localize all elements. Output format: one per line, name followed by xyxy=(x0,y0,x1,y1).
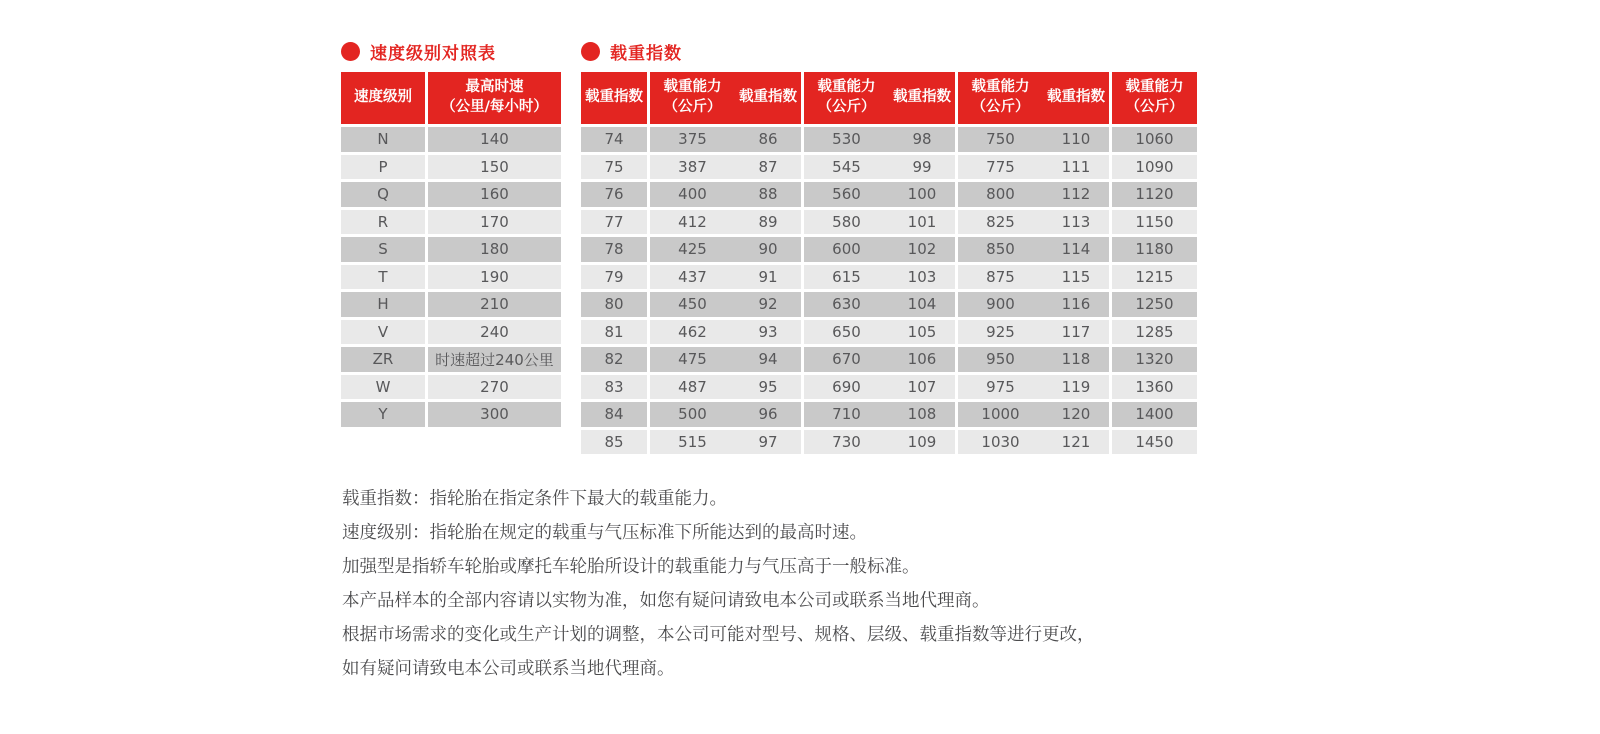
table-cell: 487 xyxy=(650,375,735,400)
table-cell: 111 xyxy=(1043,155,1109,180)
load-index-column-header: 载重指数 xyxy=(889,72,955,124)
table-cell: 750 xyxy=(958,127,1043,152)
table-cell: 450 xyxy=(650,292,735,317)
table-cell: H xyxy=(341,292,425,317)
table-row xyxy=(1043,265,1197,290)
table-cell: 112 xyxy=(1043,182,1109,207)
table-cell: 615 xyxy=(804,265,889,290)
load-table-header-row xyxy=(581,72,735,124)
table-row xyxy=(341,210,561,235)
table-row xyxy=(341,265,561,290)
table-cell: W xyxy=(341,375,425,400)
table-cell: 80 xyxy=(581,292,647,317)
table-cell: 1180 xyxy=(1112,237,1197,262)
table-cell: 102 xyxy=(889,237,955,262)
load-index-column-header: 载重指数 xyxy=(735,72,801,124)
table-cell: 975 xyxy=(958,375,1043,400)
speed-table-header-row xyxy=(341,72,561,124)
table-cell: 925 xyxy=(958,320,1043,345)
table-cell: 240 xyxy=(428,320,561,345)
table-row xyxy=(889,155,1043,180)
load-capacity-column-header: 载重能力 （公斤） xyxy=(958,72,1043,124)
table-cell: 170 xyxy=(428,210,561,235)
table-row xyxy=(581,265,735,290)
table-row xyxy=(581,182,735,207)
table-cell: ZR xyxy=(341,347,425,372)
load-index-table-group-2 xyxy=(732,69,892,457)
table-cell: 515 xyxy=(650,430,735,455)
table-row xyxy=(1043,347,1197,372)
table-row xyxy=(581,320,735,345)
note-line: 速度级别：指轮胎在规定的载重与气压标准下所能达到的最高时速。 xyxy=(342,523,867,543)
table-cell: 190 xyxy=(428,265,561,290)
table-cell: 91 xyxy=(735,265,801,290)
table-cell: 1090 xyxy=(1112,155,1197,180)
table-row xyxy=(1043,155,1197,180)
table-cell: 81 xyxy=(581,320,647,345)
table-cell: 104 xyxy=(889,292,955,317)
table-row xyxy=(735,127,889,152)
table-cell: 97 xyxy=(735,430,801,455)
table-row xyxy=(889,210,1043,235)
table-row xyxy=(889,182,1043,207)
table-cell: 77 xyxy=(581,210,647,235)
table-cell: 116 xyxy=(1043,292,1109,317)
table-row xyxy=(581,292,735,317)
table-cell: 210 xyxy=(428,292,561,317)
table-cell: 462 xyxy=(650,320,735,345)
table-row xyxy=(889,430,1043,455)
table-row xyxy=(889,237,1043,262)
table-cell: 825 xyxy=(958,210,1043,235)
speed-table-body xyxy=(341,127,561,427)
table-cell: 93 xyxy=(735,320,801,345)
table-cell: 630 xyxy=(804,292,889,317)
note-line: 本产品样本的全部内容请以实物为准，如您有疑问请致电本公司或联系当地代理商。 xyxy=(342,591,990,611)
table-row xyxy=(341,402,561,427)
table-row xyxy=(735,347,889,372)
table-cell: 119 xyxy=(1043,375,1109,400)
table-cell: 110 xyxy=(1043,127,1109,152)
table-row xyxy=(889,347,1043,372)
load-table-body-4 xyxy=(1043,127,1197,454)
table-cell: 84 xyxy=(581,402,647,427)
table-row xyxy=(581,402,735,427)
table-cell: 88 xyxy=(735,182,801,207)
note-line: 载重指数：指轮胎在指定条件下最大的载重能力。 xyxy=(342,489,727,509)
load-index-table-container xyxy=(581,72,1197,454)
table-row xyxy=(581,155,735,180)
red-dot-icon xyxy=(341,42,360,61)
table-cell: 121 xyxy=(1043,430,1109,455)
table-row xyxy=(341,182,561,207)
table-cell: 1360 xyxy=(1112,375,1197,400)
table-cell: 113 xyxy=(1043,210,1109,235)
table-cell: 425 xyxy=(650,237,735,262)
table-cell: 270 xyxy=(428,375,561,400)
table-cell: 114 xyxy=(1043,237,1109,262)
note-line: 如有疑问请致电本公司或联系当地代理商。 xyxy=(342,659,675,679)
note-line: 根据市场需求的变化或生产计划的调整，本公司可能对型号、规格、层级、载重指数等进行更改， xyxy=(342,625,1095,645)
table-row xyxy=(1043,127,1197,152)
table-cell: N xyxy=(341,127,425,152)
table-cell: 117 xyxy=(1043,320,1109,345)
load-table-body-1 xyxy=(581,127,735,454)
table-row xyxy=(1043,210,1197,235)
table-row xyxy=(581,127,735,152)
table-cell: 850 xyxy=(958,237,1043,262)
table-row xyxy=(581,430,735,455)
footnotes xyxy=(342,482,1242,686)
table-cell: 600 xyxy=(804,237,889,262)
table-cell: P xyxy=(341,155,425,180)
table-row xyxy=(341,237,561,262)
table-cell: 82 xyxy=(581,347,647,372)
table-cell: 79 xyxy=(581,265,647,290)
table-row xyxy=(341,375,561,400)
table-cell: 105 xyxy=(889,320,955,345)
load-table-header-row xyxy=(1043,72,1197,124)
table-cell: 94 xyxy=(735,347,801,372)
table-row xyxy=(1043,292,1197,317)
load-table-body-3 xyxy=(889,127,1043,454)
table-cell: 109 xyxy=(889,430,955,455)
table-cell: 120 xyxy=(1043,402,1109,427)
table-cell: 775 xyxy=(958,155,1043,180)
table-cell: 437 xyxy=(650,265,735,290)
load-index-column-header: 载重指数 xyxy=(1043,72,1109,124)
table-cell: 95 xyxy=(735,375,801,400)
table-cell: 75 xyxy=(581,155,647,180)
table-cell: 99 xyxy=(889,155,955,180)
table-cell: 580 xyxy=(804,210,889,235)
table-cell: 76 xyxy=(581,182,647,207)
table-cell: 1450 xyxy=(1112,430,1197,455)
table-row xyxy=(735,402,889,427)
table-cell: 103 xyxy=(889,265,955,290)
table-row xyxy=(581,237,735,262)
load-index-table-group-4 xyxy=(1040,69,1200,457)
table-cell: 1000 xyxy=(958,402,1043,427)
table-row xyxy=(735,292,889,317)
table-row xyxy=(735,237,889,262)
table-cell: 140 xyxy=(428,127,561,152)
load-table-header-row xyxy=(889,72,1043,124)
table-cell: 1285 xyxy=(1112,320,1197,345)
table-cell: 90 xyxy=(735,237,801,262)
table-row xyxy=(735,182,889,207)
table-row xyxy=(735,155,889,180)
table-cell: 85 xyxy=(581,430,647,455)
table-row xyxy=(341,127,561,152)
table-cell: 500 xyxy=(650,402,735,427)
table-row xyxy=(889,375,1043,400)
load-index-table-group-3 xyxy=(886,69,1046,457)
table-row xyxy=(735,265,889,290)
table-row xyxy=(341,320,561,345)
table-cell: S xyxy=(341,237,425,262)
table-cell: 375 xyxy=(650,127,735,152)
table-cell: 545 xyxy=(804,155,889,180)
load-index-column-header: 载重指数 xyxy=(581,72,647,124)
table-cell: 530 xyxy=(804,127,889,152)
table-cell: 710 xyxy=(804,402,889,427)
red-dot-icon xyxy=(581,42,600,61)
table-cell: 1320 xyxy=(1112,347,1197,372)
table-cell: 475 xyxy=(650,347,735,372)
speed-table-title-text: 速度级别对照表 xyxy=(370,44,496,64)
load-table-header-row xyxy=(735,72,889,124)
table-cell: R xyxy=(341,210,425,235)
table-cell: 300 xyxy=(428,402,561,427)
table-cell: 101 xyxy=(889,210,955,235)
max-speed-header-line1: 最高时速 xyxy=(465,79,524,96)
table-cell: 800 xyxy=(958,182,1043,207)
table-cell: 730 xyxy=(804,430,889,455)
table-row xyxy=(1043,430,1197,455)
table-cell: 150 xyxy=(428,155,561,180)
table-cell: Y xyxy=(341,402,425,427)
table-cell: 89 xyxy=(735,210,801,235)
table-row xyxy=(1043,375,1197,400)
table-row xyxy=(581,347,735,372)
table-cell: 86 xyxy=(735,127,801,152)
table-cell: 108 xyxy=(889,402,955,427)
table-cell: 1120 xyxy=(1112,182,1197,207)
table-cell: 400 xyxy=(650,182,735,207)
table-cell: 106 xyxy=(889,347,955,372)
table-cell: 107 xyxy=(889,375,955,400)
speed-rating-table xyxy=(338,69,564,430)
max-speed-header-line2: （公里/每小时） xyxy=(441,99,548,115)
table-row xyxy=(1043,320,1197,345)
table-row xyxy=(1043,402,1197,427)
table-cell: 1060 xyxy=(1112,127,1197,152)
table-cell: 83 xyxy=(581,375,647,400)
table-row xyxy=(889,127,1043,152)
table-row xyxy=(1043,182,1197,207)
table-row xyxy=(889,402,1043,427)
table-cell: 1400 xyxy=(1112,402,1197,427)
table-cell: 118 xyxy=(1043,347,1109,372)
table-cell: 412 xyxy=(650,210,735,235)
table-row xyxy=(735,320,889,345)
table-cell: 1150 xyxy=(1112,210,1197,235)
table-cell: 560 xyxy=(804,182,889,207)
load-index-table-group-1 xyxy=(578,69,738,457)
table-row xyxy=(889,265,1043,290)
table-cell: 时速超过240公里 xyxy=(428,347,561,372)
speed-table-container xyxy=(341,72,561,427)
table-cell: 98 xyxy=(889,127,955,152)
table-cell: 115 xyxy=(1043,265,1109,290)
table-row xyxy=(341,347,561,372)
table-row xyxy=(889,320,1043,345)
max-speed-column-header xyxy=(428,72,561,124)
table-row xyxy=(341,155,561,180)
table-cell: 950 xyxy=(958,347,1043,372)
table-cell: 387 xyxy=(650,155,735,180)
table-row xyxy=(735,375,889,400)
speed-rating-column-header: 速度级别 xyxy=(341,72,425,124)
table-row xyxy=(735,430,889,455)
table-cell: 690 xyxy=(804,375,889,400)
load-capacity-column-header: 载重能力 （公斤） xyxy=(804,72,889,124)
table-cell: 1030 xyxy=(958,430,1043,455)
table-row xyxy=(735,210,889,235)
speed-table-title xyxy=(341,39,496,64)
load-table-title-text: 载重指数 xyxy=(610,44,682,64)
table-row xyxy=(341,292,561,317)
table-cell: 180 xyxy=(428,237,561,262)
table-row xyxy=(889,292,1043,317)
table-cell: 875 xyxy=(958,265,1043,290)
table-cell: 1215 xyxy=(1112,265,1197,290)
table-cell: 92 xyxy=(735,292,801,317)
note-line: 加强型是指轿车轮胎或摩托车轮胎所设计的载重能力与气压高于一般标准。 xyxy=(342,557,920,577)
load-capacity-column-header: 载重能力 （公斤） xyxy=(650,72,735,124)
table-cell: 74 xyxy=(581,127,647,152)
table-cell: 78 xyxy=(581,237,647,262)
table-cell: 900 xyxy=(958,292,1043,317)
load-table-body-2 xyxy=(735,127,889,454)
table-cell: 1250 xyxy=(1112,292,1197,317)
load-table-title xyxy=(581,39,682,64)
load-capacity-column-header: 载重能力 （公斤） xyxy=(1112,72,1197,124)
table-row xyxy=(1043,237,1197,262)
table-row xyxy=(581,375,735,400)
table-cell: 96 xyxy=(735,402,801,427)
table-cell: 670 xyxy=(804,347,889,372)
table-cell: 87 xyxy=(735,155,801,180)
table-cell: 100 xyxy=(889,182,955,207)
table-cell: T xyxy=(341,265,425,290)
table-cell: Q xyxy=(341,182,425,207)
table-cell: V xyxy=(341,320,425,345)
table-cell: 160 xyxy=(428,182,561,207)
table-row xyxy=(581,210,735,235)
table-cell: 650 xyxy=(804,320,889,345)
